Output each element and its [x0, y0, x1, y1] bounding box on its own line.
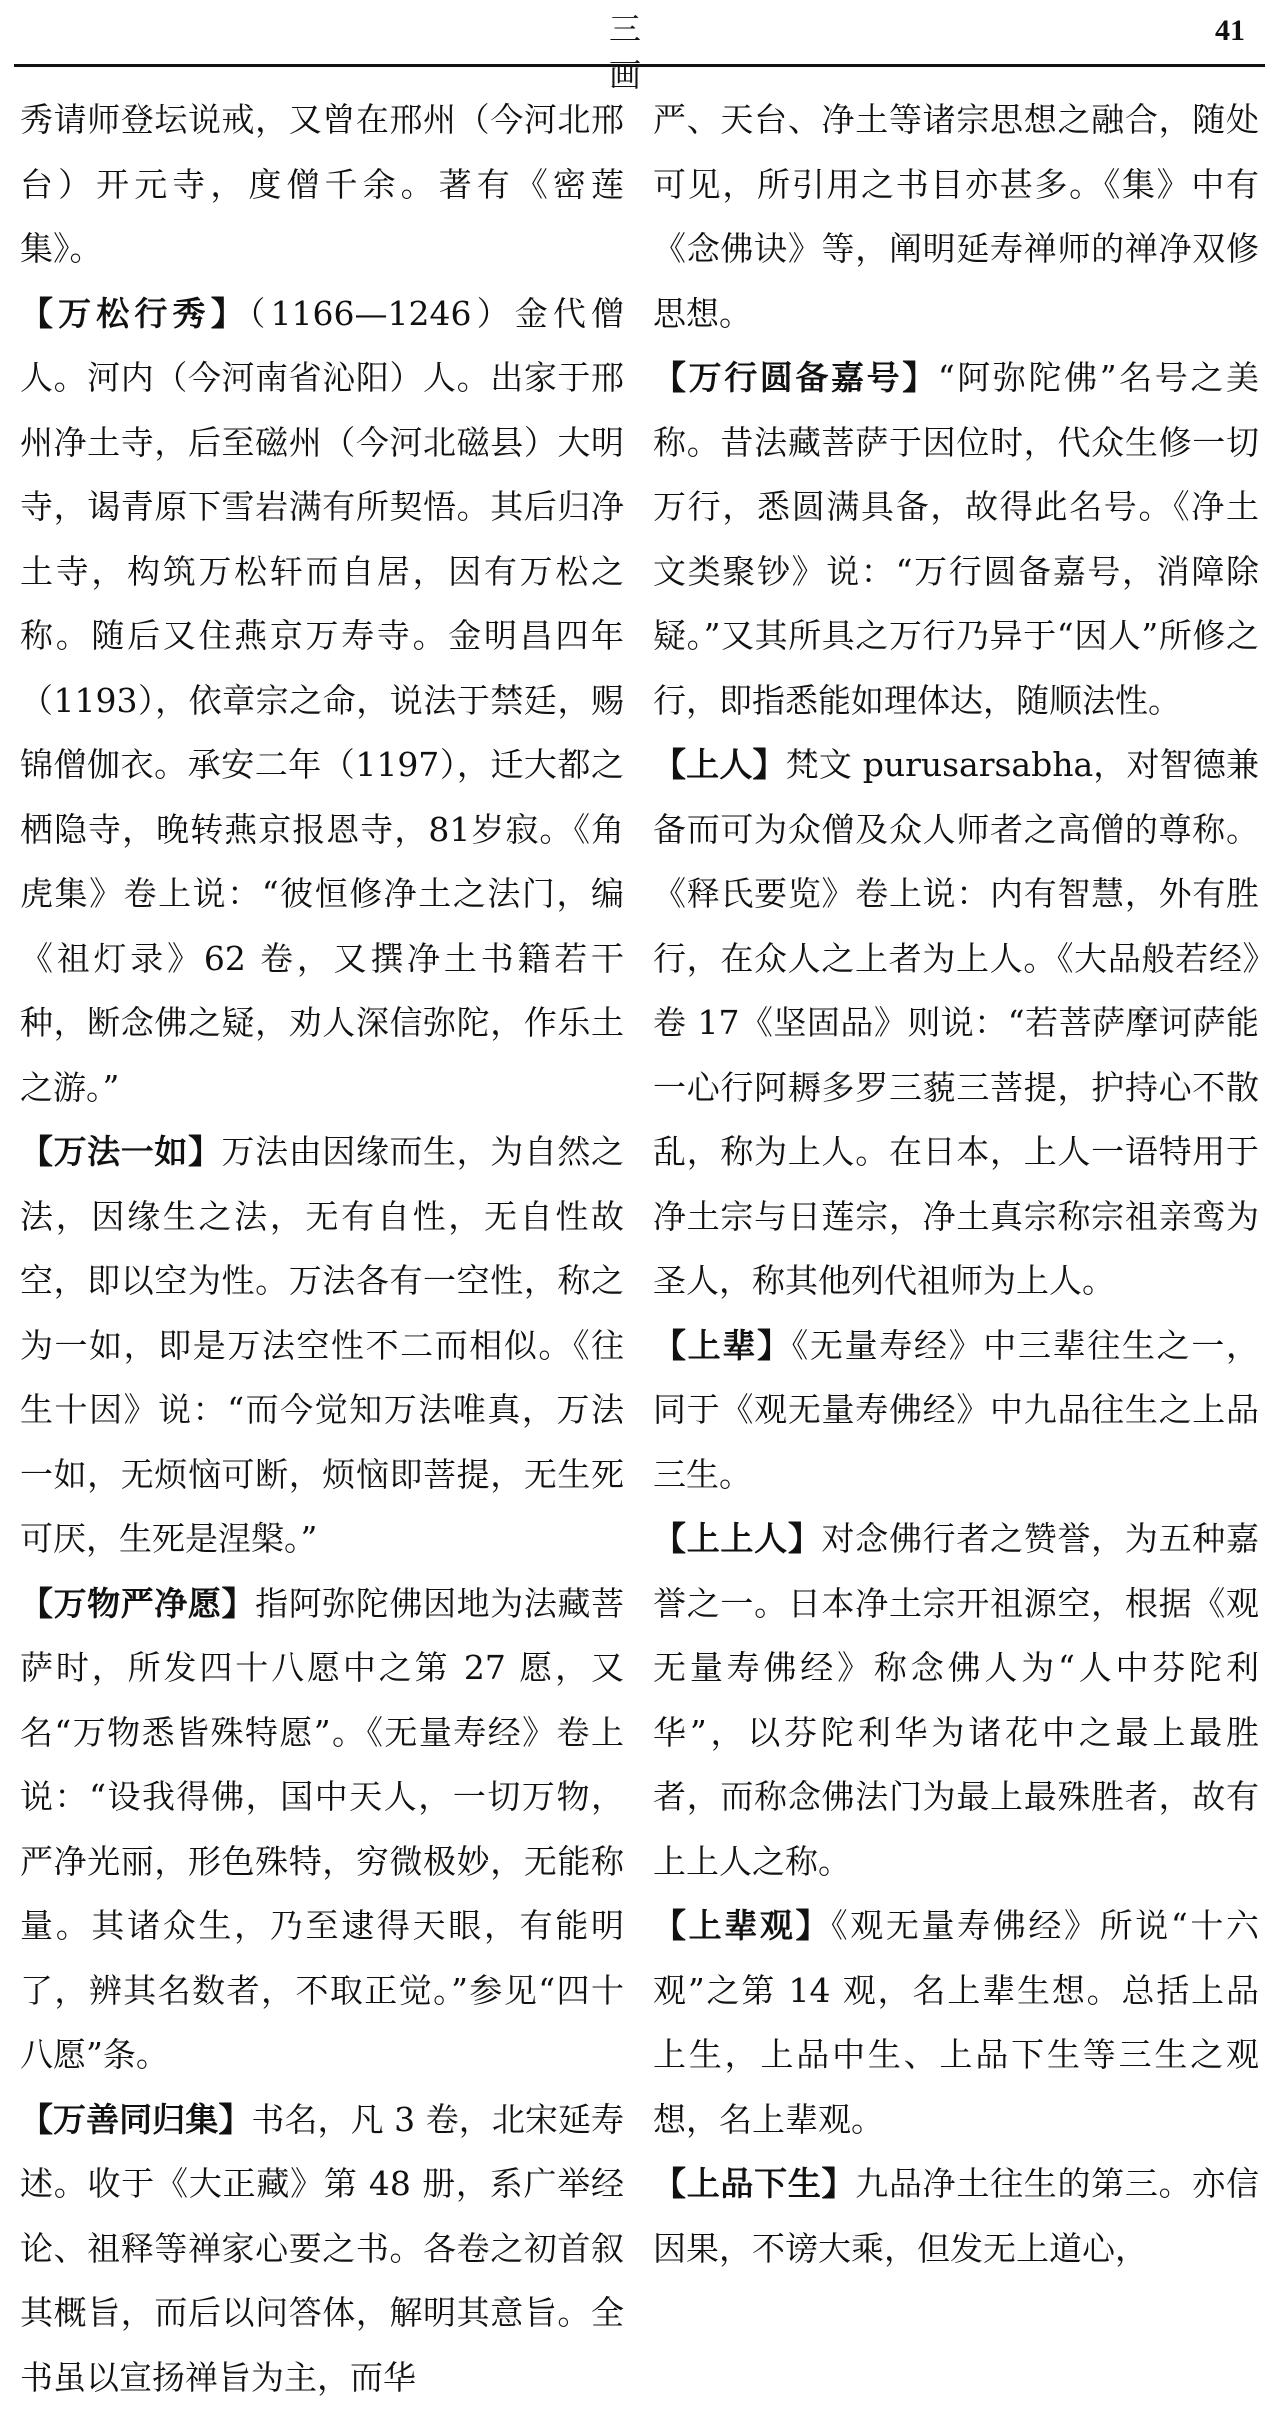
entry-shangbei-guan — [653, 1894, 1259, 2152]
entry-term: 【万法一如】 — [20, 1132, 222, 1171]
entry-definition: “阿弥陀佛”名号之美称。昔法藏菩萨于因位时，代众生修一切万行，悉圆满具备，故得此名号。《净土文类聚钞》说：“万行圆备嘉号，消障除疑。”又其所具之万行乃异于“因人”所修之行，即指悉能如理体达，随顺法性。 — [653, 358, 1259, 720]
entry-term: 【上辈】 — [653, 1326, 792, 1365]
entry-wanfa-yiru — [20, 1120, 624, 1572]
entry-wansong-xingxiu — [20, 282, 624, 1121]
entry-shangshangren — [653, 1507, 1259, 1894]
entry-definition: 对念佛行者之赞誉，为五种嘉誉之一。日本净土宗开祖源空，根据《观无量寿佛经》称念佛人为“人中芬陀利华”，以芬陀利华为诸花中之最上最胜者，而称念佛法门为最上最殊胜者，故有上上人之称。 — [653, 1519, 1259, 1881]
section-title: 三 画 — [560, 4, 720, 96]
continued-text: 严、天台、净土等诸宗思想之融合，随处可见，所引用之书目亦甚多。《集》中有《念佛诀》等，阐明延寿禅师的禅净双修思想。 — [653, 88, 1259, 346]
entry-definition: 九品净土往生的第三。亦信因果，不谤大乘，但发无上道心， — [653, 2164, 1259, 2268]
entry-wanwu-yanjing-yuan — [20, 1572, 624, 2088]
entry-term: 【上辈观】 — [653, 1906, 831, 1945]
entry-definition: 《观无量寿佛经》所说“十六观”之第 14 观，名上辈生想。总括上品上生，上品中生、上品下生等三生之观想，名上辈观。 — [653, 1906, 1259, 2139]
entry-term: 【万物严净愿】 — [20, 1584, 255, 1623]
entry-term: 【上品下生】 — [653, 2164, 855, 2203]
entry-wanshan-tonggui-ji — [20, 2088, 624, 2410]
entry-definition: 梵文 purusarsabha，对智德兼备而可为众僧及众人师者之高僧的尊称。《释氏要览》卷上说：内有智慧，外有胜行，在众人之上者为上人。《大品般若经》卷 17《坚固品》则说：“若菩萨摩诃萨能一心行阿耨多罗三藐三菩提，护持心不散乱，称为上人。在日本，上人一语特用于净土宗与日莲宗，净土真宗称宗祖亲鸾为圣人，称其他列代祖师为上人。 — [653, 745, 1259, 1300]
entry-term: 【上人】 — [653, 745, 786, 784]
right-column — [653, 88, 1259, 1938]
entry-definition: 书名，凡 3 卷，北宋延寿述。收于《大正藏》第 48 册，系广举经论、祖释等禅家心要之书。各卷之初首叙其概旨，而后以问答体，解明其意旨。全书虽以宣扬禅旨为主，而华 — [20, 2100, 624, 2397]
entry-term: 【万行圆备嘉号】 — [653, 358, 938, 397]
entry-shangren — [653, 733, 1259, 1314]
header-rule — [14, 64, 1265, 67]
entry-shangbei — [653, 1314, 1259, 1508]
continued-text: 秀请师登坛说戒，又曾在邢州（今河北邢台）开元寺，度僧千余。著有《密莲集》。 — [20, 88, 624, 282]
left-column — [20, 88, 624, 1938]
entry-term: 【万松行秀】 — [20, 294, 249, 333]
page-number: 41 — [1215, 14, 1245, 48]
entry-definition: （1166—1246）金代僧人。河内（今河南省沁阳）人。出家于邢州净土寺，后至磁州（今河北磁县）大明寺，谒青原下雪岩满有所契悟。其后归净土寺，构筑万松轩而自居，因有万松之称。随后又住燕京万寿寺。金明昌四年（1193），依章宗之命，说法于禁廷，赐锦僧伽衣。承安二年（1197），迁大都之栖隐寺，晚转燕京报恩寺，81岁寂。《角虎集》卷上说：“彼恒修净土之法门，编《祖灯录》62 卷，又撰净土书籍若干种，断念佛之疑，劝人深信弥陀，作乐土之游。” — [20, 294, 624, 1107]
entry-term: 【上上人】 — [653, 1519, 822, 1558]
entry-term: 【万善同归集】 — [20, 2100, 251, 2139]
entry-definition: 《无量寿经》中三辈往生之一，同于《观无量寿佛经》中九品往生之上品三生。 — [653, 1326, 1259, 1494]
running-header — [0, 0, 1279, 64]
entry-wanxing-yuanbei-jiahao — [653, 346, 1259, 733]
entry-definition: 万法由因缘而生，为自然之法，因缘生之法，无有自性，无自性故空，即以空为性。万法各有一空性，称之为一如，即是万法空性不二而相似。《往生十因》说：“而今觉知万法唯真，万法一如，无烦恼可断，烦恼即菩提，无生死可厌，生死是涅槃。” — [20, 1132, 624, 1558]
entry-shangpin-xiasheng — [653, 2152, 1259, 2281]
entry-definition: 指阿弥陀佛因地为法藏菩萨时，所发四十八愿中之第 27 愿，又名“万物悉皆殊特愿”。《无量寿经》卷上说：“设我得佛，国中天人，一切万物，严净光丽，形色殊特，穷微极妙，无能称量。其诸众生，乃至逮得天眼，有能明了，辨其名数者，不取正觉。”参见“四十八愿”条。 — [20, 1584, 624, 2075]
